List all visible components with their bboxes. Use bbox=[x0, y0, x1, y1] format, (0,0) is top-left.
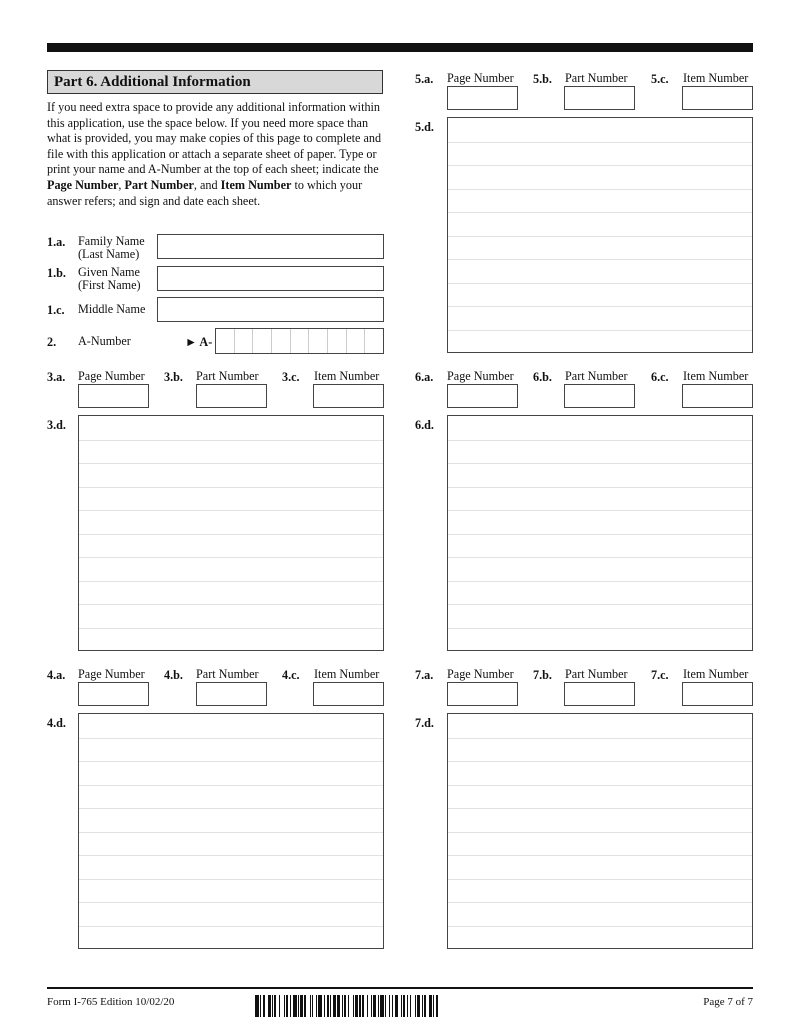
ruled-line bbox=[448, 628, 752, 629]
ruled-line bbox=[79, 879, 383, 880]
ruled-line bbox=[79, 534, 383, 535]
ruled-line bbox=[448, 557, 752, 558]
item-number-5d: 5.d. bbox=[415, 120, 434, 134]
barcode bbox=[255, 995, 599, 1017]
ruled-line bbox=[448, 487, 752, 488]
ruled-line bbox=[448, 236, 752, 237]
instructions: If you need extra space to provide any additional information within this application, use the space below. If you need more space than what is provided, you may make copies of this page to complete and file with this application or attach a separate sheet of paper. Type or print your name and A-Number at the top of each sheet; indicate the Page Number, Part Number, and Item Number to which your answer refers; and sign and date each sheet. bbox=[47, 100, 382, 208]
additional-info-textarea-5d[interactable] bbox=[447, 117, 753, 353]
ruled-line bbox=[79, 487, 383, 488]
part-number-input-6b[interactable] bbox=[564, 384, 635, 408]
barcode-bar bbox=[438, 995, 439, 1017]
ruled-line bbox=[79, 440, 383, 441]
form-edition: Form I-765 Edition 10/02/20 bbox=[47, 996, 175, 1008]
item-number-label: Item Number bbox=[683, 369, 749, 383]
ruled-line bbox=[448, 534, 752, 535]
item-number-4b: 4.b. bbox=[164, 668, 183, 682]
item-number-label: Item Number bbox=[683, 667, 749, 681]
part-number-label: Part Number bbox=[565, 369, 628, 383]
item-number-4c: 4.c. bbox=[282, 668, 300, 682]
item-number-input-7c[interactable] bbox=[682, 682, 753, 706]
item-number-3b: 3.b. bbox=[164, 370, 183, 384]
additional-info-textarea-6d[interactable] bbox=[447, 415, 753, 651]
ruled-line bbox=[448, 785, 752, 786]
item-number-5c: 5.c. bbox=[651, 72, 669, 86]
page-number-label: Page Number bbox=[78, 667, 145, 681]
item-number-3a: 3.a. bbox=[47, 370, 66, 384]
middle-name-input[interactable] bbox=[157, 297, 384, 322]
item-number-3c: 3.c. bbox=[282, 370, 300, 384]
item-number-input-5c[interactable] bbox=[682, 86, 753, 110]
item-number-7a: 7.a. bbox=[415, 668, 434, 682]
ruled-line bbox=[448, 259, 752, 260]
ruled-line bbox=[448, 212, 752, 213]
part-number-label: Part Number bbox=[196, 667, 259, 681]
item-number-4a: 4.a. bbox=[47, 668, 66, 682]
part-number-input-5b[interactable] bbox=[564, 86, 635, 110]
ruled-line bbox=[79, 808, 383, 809]
ruled-line bbox=[79, 581, 383, 582]
item-number-6b: 6.b. bbox=[533, 370, 552, 384]
additional-info-textarea-4d[interactable] bbox=[78, 713, 384, 949]
family-name-label: Family Name (Last Name) bbox=[78, 234, 145, 261]
page-number-label: Page Number bbox=[447, 667, 514, 681]
additional-info-textarea-7d[interactable] bbox=[447, 713, 753, 949]
item-number-4d: 4.d. bbox=[47, 716, 66, 730]
item-number-label: Item Number bbox=[314, 369, 380, 383]
page-number-input-7a[interactable] bbox=[447, 682, 518, 706]
ruled-line bbox=[448, 463, 752, 464]
additional-info-textarea-3d[interactable] bbox=[78, 415, 384, 651]
ruled-line bbox=[79, 628, 383, 629]
ruled-line bbox=[79, 463, 383, 464]
item-number-1b: 1.b. bbox=[47, 266, 66, 280]
part-number-input-3b[interactable] bbox=[196, 384, 267, 408]
page-indicator: Page 7 of 7 bbox=[703, 996, 753, 1008]
item-number-7d: 7.d. bbox=[415, 716, 434, 730]
ruled-line bbox=[448, 738, 752, 739]
ruled-line bbox=[448, 761, 752, 762]
item-number-label: Item Number bbox=[683, 71, 749, 85]
page-number-label: Page Number bbox=[447, 71, 514, 85]
a-number-prefix: ► A- bbox=[185, 335, 213, 349]
ruled-line bbox=[448, 808, 752, 809]
footer-rule bbox=[47, 987, 753, 989]
page-number-label: Page Number bbox=[447, 369, 514, 383]
page-number-input-3a[interactable] bbox=[78, 384, 149, 408]
ruled-line bbox=[79, 785, 383, 786]
ruled-line bbox=[79, 902, 383, 903]
item-number-label: Item Number bbox=[314, 667, 380, 681]
item-number-2: 2. bbox=[47, 335, 57, 349]
item-number-input-4c[interactable] bbox=[313, 682, 384, 706]
item-number-5b: 5.b. bbox=[533, 72, 552, 86]
page-number-input-6a[interactable] bbox=[447, 384, 518, 408]
ruled-line bbox=[79, 557, 383, 558]
ruled-line bbox=[448, 832, 752, 833]
ruled-line bbox=[79, 604, 383, 605]
given-name-label: Given Name (First Name) bbox=[78, 265, 141, 292]
item-number-1c: 1.c. bbox=[47, 303, 65, 317]
ruled-line bbox=[448, 902, 752, 903]
ruled-line bbox=[79, 761, 383, 762]
item-number-6a: 6.a. bbox=[415, 370, 434, 384]
ruled-line bbox=[448, 189, 752, 190]
a-number-label: A-Number bbox=[78, 334, 131, 348]
ruled-line bbox=[448, 142, 752, 143]
item-number-6d: 6.d. bbox=[415, 418, 434, 432]
page-number-input-5a[interactable] bbox=[447, 86, 518, 110]
item-number-input-6c[interactable] bbox=[682, 384, 753, 408]
ruled-line bbox=[448, 330, 752, 331]
ruled-line bbox=[448, 283, 752, 284]
ruled-line bbox=[79, 926, 383, 927]
ruled-line bbox=[79, 510, 383, 511]
ruled-line bbox=[448, 581, 752, 582]
item-number-6c: 6.c. bbox=[651, 370, 669, 384]
item-number-7c: 7.c. bbox=[651, 668, 669, 682]
page-number-label: Page Number bbox=[78, 369, 145, 383]
ruled-line bbox=[448, 440, 752, 441]
ruled-line bbox=[448, 306, 752, 307]
item-number-1a: 1.a. bbox=[47, 235, 66, 249]
part-header bbox=[47, 70, 383, 94]
part-number-label: Part Number bbox=[196, 369, 259, 383]
part-number-input-4b[interactable] bbox=[196, 682, 267, 706]
item-number-input-3c[interactable] bbox=[313, 384, 384, 408]
given-name-input[interactable] bbox=[157, 266, 384, 291]
ruled-line bbox=[79, 832, 383, 833]
part-title: Part 6. Additional Information bbox=[54, 74, 251, 90]
ruled-line bbox=[448, 926, 752, 927]
ruled-line bbox=[448, 879, 752, 880]
ruled-line bbox=[448, 855, 752, 856]
part-number-input-7b[interactable] bbox=[564, 682, 635, 706]
ruled-line bbox=[79, 738, 383, 739]
ruled-line bbox=[448, 165, 752, 166]
item-number-7b: 7.b. bbox=[533, 668, 552, 682]
ruled-line bbox=[448, 510, 752, 511]
part-number-label: Part Number bbox=[565, 667, 628, 681]
top-rule bbox=[47, 43, 753, 52]
item-number-3d: 3.d. bbox=[47, 418, 66, 432]
ruled-line bbox=[448, 604, 752, 605]
ruled-line bbox=[79, 855, 383, 856]
page-number-input-4a[interactable] bbox=[78, 682, 149, 706]
item-number-5a: 5.a. bbox=[415, 72, 434, 86]
middle-name-label: Middle Name bbox=[78, 302, 146, 316]
a-number-input[interactable] bbox=[215, 328, 384, 354]
family-name-input[interactable] bbox=[157, 234, 384, 259]
part-number-label: Part Number bbox=[565, 71, 628, 85]
